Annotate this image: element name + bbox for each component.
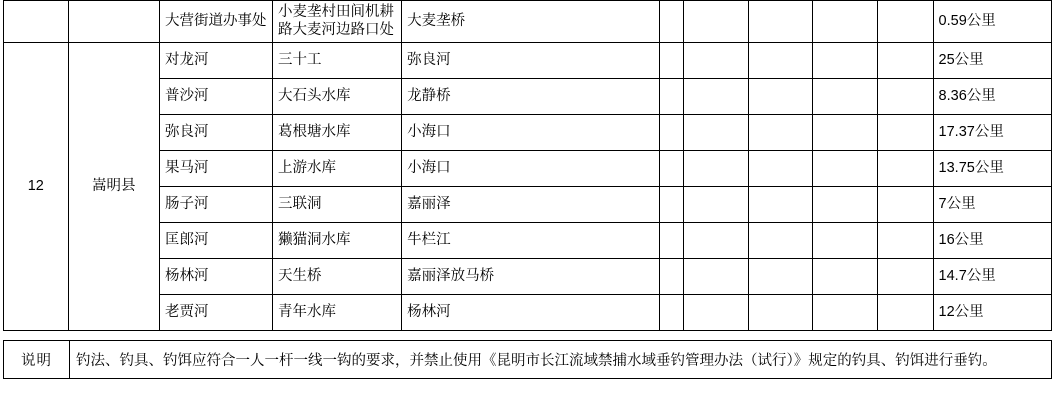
table-row [4,151,1052,187]
cell-blank-4 [813,43,878,79]
cell-blank-1 [660,187,684,223]
cell-blank-3 [748,43,813,79]
cell-blank-4 [813,295,878,331]
cell-start-point: 獭猫洞水库 [272,223,401,259]
cell-blank-2 [683,259,748,295]
table-row [4,115,1052,151]
cell-blank-1 [660,115,684,151]
cell-blank-2 [683,223,748,259]
cell-index [4,1,69,43]
cell-water-name: 杨林河 [160,259,273,295]
table-row [4,223,1052,259]
table-row [4,187,1052,223]
cell-blank-5 [877,1,933,43]
cell-start-point: 天生桥 [272,259,401,295]
cell-start-point: 青年水库 [272,295,401,331]
cell-blank-5 [877,151,933,187]
cell-length: 17.37公里 [933,115,1051,151]
cell-blank-4 [813,223,878,259]
cell-blank-1 [660,223,684,259]
cell-blank-5 [877,223,933,259]
note-text: 钓法、钓具、钓饵应符合一人一杆一线一钩的要求，并禁止使用《昆明市长江流域禁捕水域垂钓管理办法（试行）》规定的钓具、钓饵进行垂钓。 [70,341,1052,379]
cell-start-point: 上游水库 [272,151,401,187]
cell-length: 8.36公里 [933,79,1051,115]
cell-end-point: 小海口 [402,151,660,187]
cell-blank-3 [748,79,813,115]
cell-blank-5 [877,43,933,79]
cell-water-name: 弥良河 [160,115,273,151]
cell-length: 14.7公里 [933,259,1051,295]
cell-blank-3 [748,187,813,223]
cell-end-point: 嘉丽泽放马桥 [402,259,660,295]
cell-blank-3 [748,259,813,295]
note-row [4,341,1052,379]
table-row [4,259,1052,295]
cell-blank-4 [813,1,878,43]
cell-blank-3 [748,223,813,259]
table-row [4,79,1052,115]
cell-end-point: 嘉丽泽 [402,187,660,223]
cell-blank-2 [683,295,748,331]
cell-blank-2 [683,115,748,151]
cell-blank-4 [813,151,878,187]
cell-blank-2 [683,187,748,223]
cell-water-name: 普沙河 [160,79,273,115]
cell-blank-1 [660,259,684,295]
cell-blank-1 [660,79,684,115]
cell-water-name: 肠子河 [160,187,273,223]
cell-length: 16公里 [933,223,1051,259]
cell-blank-4 [813,259,878,295]
cell-end-point: 小海口 [402,115,660,151]
cell-end-point: 弥良河 [402,43,660,79]
cell-length: 12公里 [933,295,1051,331]
cell-start-point: 三联洞 [272,187,401,223]
cell-blank-2 [683,43,748,79]
note-table [3,340,1052,379]
cell-blank-5 [877,79,933,115]
cell-length: 7公里 [933,187,1051,223]
cell-blank-4 [813,79,878,115]
cell-blank-2 [683,79,748,115]
cell-blank-5 [877,259,933,295]
cell-index: 12 [4,43,69,331]
fishing-water-table [3,0,1052,331]
cell-blank-5 [877,187,933,223]
cell-blank-1 [660,43,684,79]
cell-end-point: 牛栏江 [402,223,660,259]
cell-blank-4 [813,187,878,223]
cell-water-name: 大营街道办事处 [160,1,273,43]
cell-blank-5 [877,295,933,331]
cell-start-point: 大石头水库 [272,79,401,115]
cell-end-point: 杨林河 [402,295,660,331]
cell-water-name: 老贾河 [160,295,273,331]
cell-blank-1 [660,1,684,43]
cell-water-name: 对龙河 [160,43,273,79]
cell-water-name: 果马河 [160,151,273,187]
cell-blank-4 [813,115,878,151]
table-row [4,1,1052,43]
cell-end-point: 大麦垄桥 [402,1,660,43]
cell-blank-3 [748,151,813,187]
cell-blank-5 [877,115,933,151]
cell-blank-3 [748,295,813,331]
note-body [4,341,1052,379]
cell-water-name: 匡郎河 [160,223,273,259]
cell-county [68,1,159,43]
cell-start-point: 小麦垄村田间机耕路大麦河边路口处 [272,1,401,43]
table-row [4,43,1052,79]
cell-blank-2 [683,151,748,187]
cell-blank-1 [660,151,684,187]
cell-blank-3 [748,1,813,43]
cell-start-point: 三十工 [272,43,401,79]
cell-blank-2 [683,1,748,43]
cell-length: 13.75公里 [933,151,1051,187]
cell-start-point: 葛根塘水库 [272,115,401,151]
cell-blank-1 [660,295,684,331]
table-row [4,295,1052,331]
cell-length: 25公里 [933,43,1051,79]
table-body [4,1,1052,331]
cell-length: 0.59公里 [933,1,1051,43]
cell-county: 嵩明县 [68,43,159,331]
note-label: 说明 [4,341,70,379]
cell-end-point: 龙静桥 [402,79,660,115]
cell-blank-3 [748,115,813,151]
